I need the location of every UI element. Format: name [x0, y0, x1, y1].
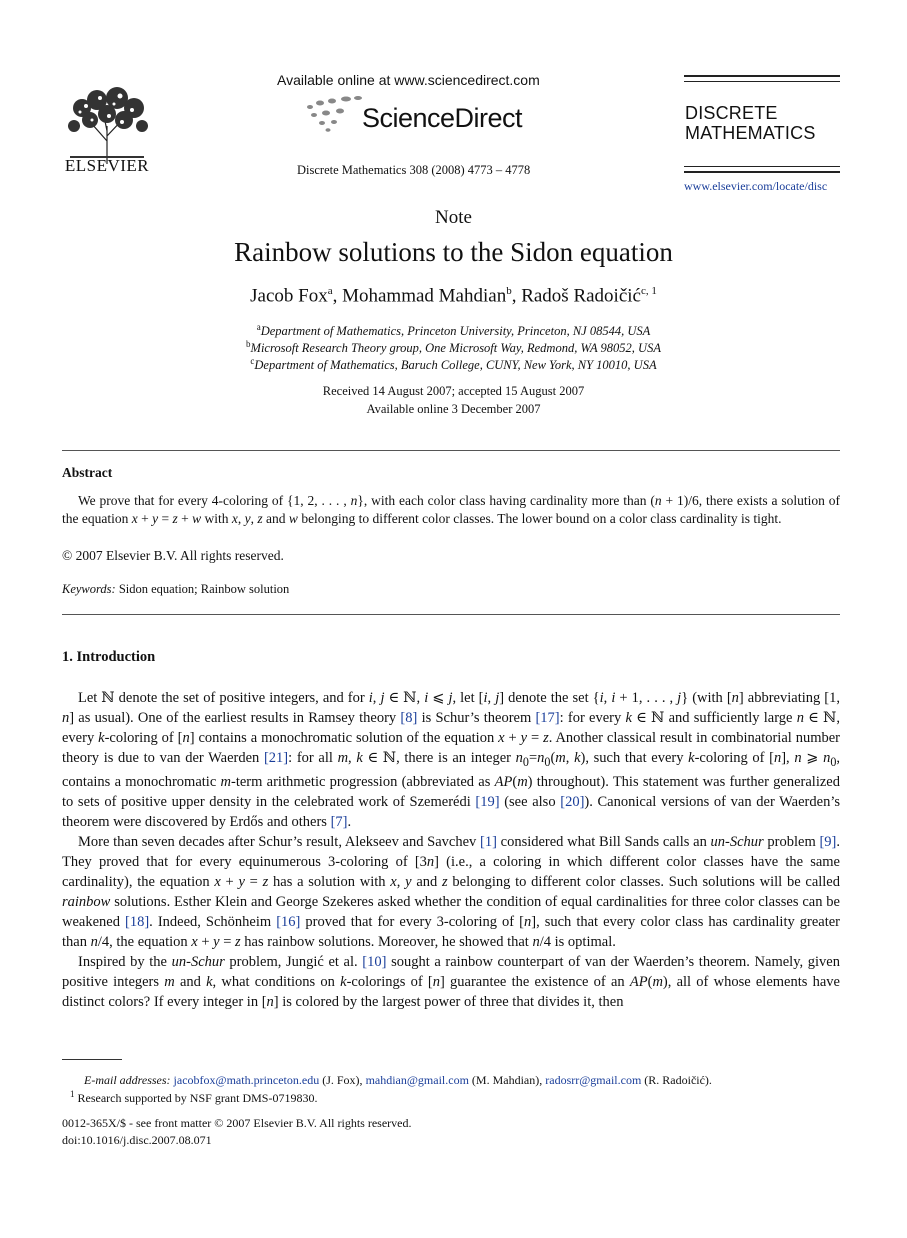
email-owner: (J. Fox),: [322, 1073, 363, 1087]
email-link[interactable]: jacobfox@math.princeton.edu: [173, 1073, 320, 1087]
affiliation-sup: b: [246, 339, 251, 349]
affiliation-sup: a: [256, 322, 261, 332]
divider: [684, 81, 840, 82]
affiliation-text: Department of Mathematics, Baruch College, CUNY, New York, NY 10010, USA: [254, 358, 657, 373]
affiliation-text: Department of Mathematics, Princeton University, Princeton, NJ 08544, USA: [260, 324, 651, 339]
author-list: Jacob Fox$^a$, Mohammad Mahdian$^b$, Radoš Radoičić$^{c, 1}$: [250, 285, 657, 307]
affiliation-sup: c: [250, 356, 255, 366]
journal-title: [685, 103, 816, 143]
abstract-heading: Abstract: [62, 465, 113, 480]
publisher-name: ELSEVIER: [64, 156, 150, 175]
footnote-text: Research supported by NSF grant DMS-0719830.: [77, 1091, 318, 1105]
received-dates: Received 14 August 2007; accepted 15 August 2007: [322, 384, 585, 398]
email-link[interactable]: radosrr@gmail.com: [545, 1073, 642, 1087]
divider: [62, 614, 840, 615]
affiliation: [0, 322, 907, 339]
email-owner: (R. Radoičić).: [644, 1073, 712, 1087]
affiliation: [0, 339, 907, 356]
journal-reference: Discrete Mathematics 308 (2008) 4773 – 4778: [297, 163, 531, 177]
introduction-text: Let ℕ denote the set of positive integers, and for i, j ∈ ℕ, i ⩽ j, let [i, j] denote the set {i, i + 1, . . . , j} (with [n] abbreviating [1, n] as usual). One of the earliest results in Ramsey theory [8] is Schur’s theorem [17]: for every k ∈ ℕ and sufficiently large n ∈ ℕ, every k-coloring of [n] contains a monochromatic solution of the equation x + y = z. Another classical result in combinatorial number theory is due to van der Waerden [21]: for all m, k ∈ ℕ, there is an integer $n_0=n_0(m$, k), such that every k-coloring of [n], n ⩾ $n_0$, contains a monochromatic m-term arithmetic progression (abbreviated as AP(m) throughout). This statement was further generalized to sets of positive upper density in the celebrated work of Szemerédi [19] (see also [20]). Canonical versions of van der Waerden’s theorem were discovered by Erdős and others [7]. More than seven decades after Schur’s result, Alekseev and Savchev [1] considered what Bill Sands calls an un-Schur problem [9]. They proved that for every equinumerous 3-coloring of [3n] (i.e., a coloring in which different color classes have the same cardinality), the equation x + y = z has a solution with x, y and z belonging to different color classes. Such solutions will be called rainbow solutions. Esther Klein and George Szekeres asked whether the condition of equal cardinalities for three color classes can be weakened [18]. Indeed, Schönheim [16] proved that for every 3-coloring of [n], such that every color class has cardinality greater than n/4, the equation x + y = z has rainbow solutions. Moreover, he showed that n/4 is optimal. Inspired by the un-Schur problem, Jungić et al. [10] sought a rainbow counterpart of van der Waerden’s theorem. Namely, given positive integers m and k, what conditions on k-colorings of [n] guarantee the existence of an AP(m), all of whose elements have distinct colors? If every integer in [n] is colored by the largest power of three that divides it, then: [62, 690, 841, 1010]
divider: [684, 171, 840, 173]
abstract-text: We prove that for every 4-coloring of {1, 2, . . . , n}, with each color class having cardinality more than (n + 1)/6, there exists a solution of the equation x + y = z + w with x, y, z and w belonging to different color classes. The lower bound on a color class cardinality is tight.: [62, 493, 840, 526]
author-name: Jacob Fox: [250, 285, 328, 307]
journal-title-line2: MATHEMATICS: [685, 123, 816, 143]
sciencedirect-dots-icon: [302, 95, 364, 135]
email-label: E-mail addresses:: [84, 1073, 171, 1087]
keywords-list: Sidon equation; Rainbow solution: [118, 582, 290, 596]
author-sup: c, 1: [640, 285, 657, 297]
affiliation: [0, 356, 907, 373]
footnote-divider: [62, 1059, 122, 1060]
email-footnote: [84, 1073, 712, 1088]
author-sup: b: [506, 285, 512, 297]
author-name: Mohammad Mahdian: [342, 285, 507, 307]
funding-footnote: [70, 1089, 317, 1106]
available-online-text: Available online at www.sciencedirect.com: [277, 72, 540, 88]
doi-line: doi:10.1016/j.disc.2007.08.071: [62, 1133, 212, 1147]
divider: [62, 450, 840, 451]
affiliation-text: Microsoft Research Theory group, One Microsoft Way, Redmond, WA 98052, USA: [250, 341, 661, 356]
online-date: Available online 3 December 2007: [366, 402, 541, 416]
keywords: [62, 582, 289, 597]
keywords-label: Keywords:: [62, 582, 116, 596]
author-sup: a: [327, 285, 333, 297]
sciencedirect-wordmark: ScienceDirect: [362, 103, 523, 133]
journal-url-link[interactable]: www.elsevier.com/locate/disc: [684, 179, 828, 193]
footnote-mark: 1: [70, 1089, 75, 1099]
email-owner: (M. Mahdian),: [471, 1073, 543, 1087]
paper-title: Rainbow solutions to the Sidon equation: [234, 237, 673, 267]
email-link[interactable]: mahdian@gmail.com: [365, 1073, 469, 1087]
article-type: Note: [435, 207, 472, 228]
issn-line: 0012-365X/$ - see front matter © 2007 Elsevier B.V. All rights reserved.: [62, 1116, 412, 1130]
author-name: Radoš Radoičić: [521, 285, 641, 307]
divider: [684, 166, 840, 167]
journal-title-line1: DISCRETE: [685, 103, 778, 123]
section-heading: 1. Introduction: [62, 649, 156, 665]
divider: [684, 75, 840, 77]
copyright-notice: © 2007 Elsevier B.V. All rights reserved.: [62, 548, 284, 563]
